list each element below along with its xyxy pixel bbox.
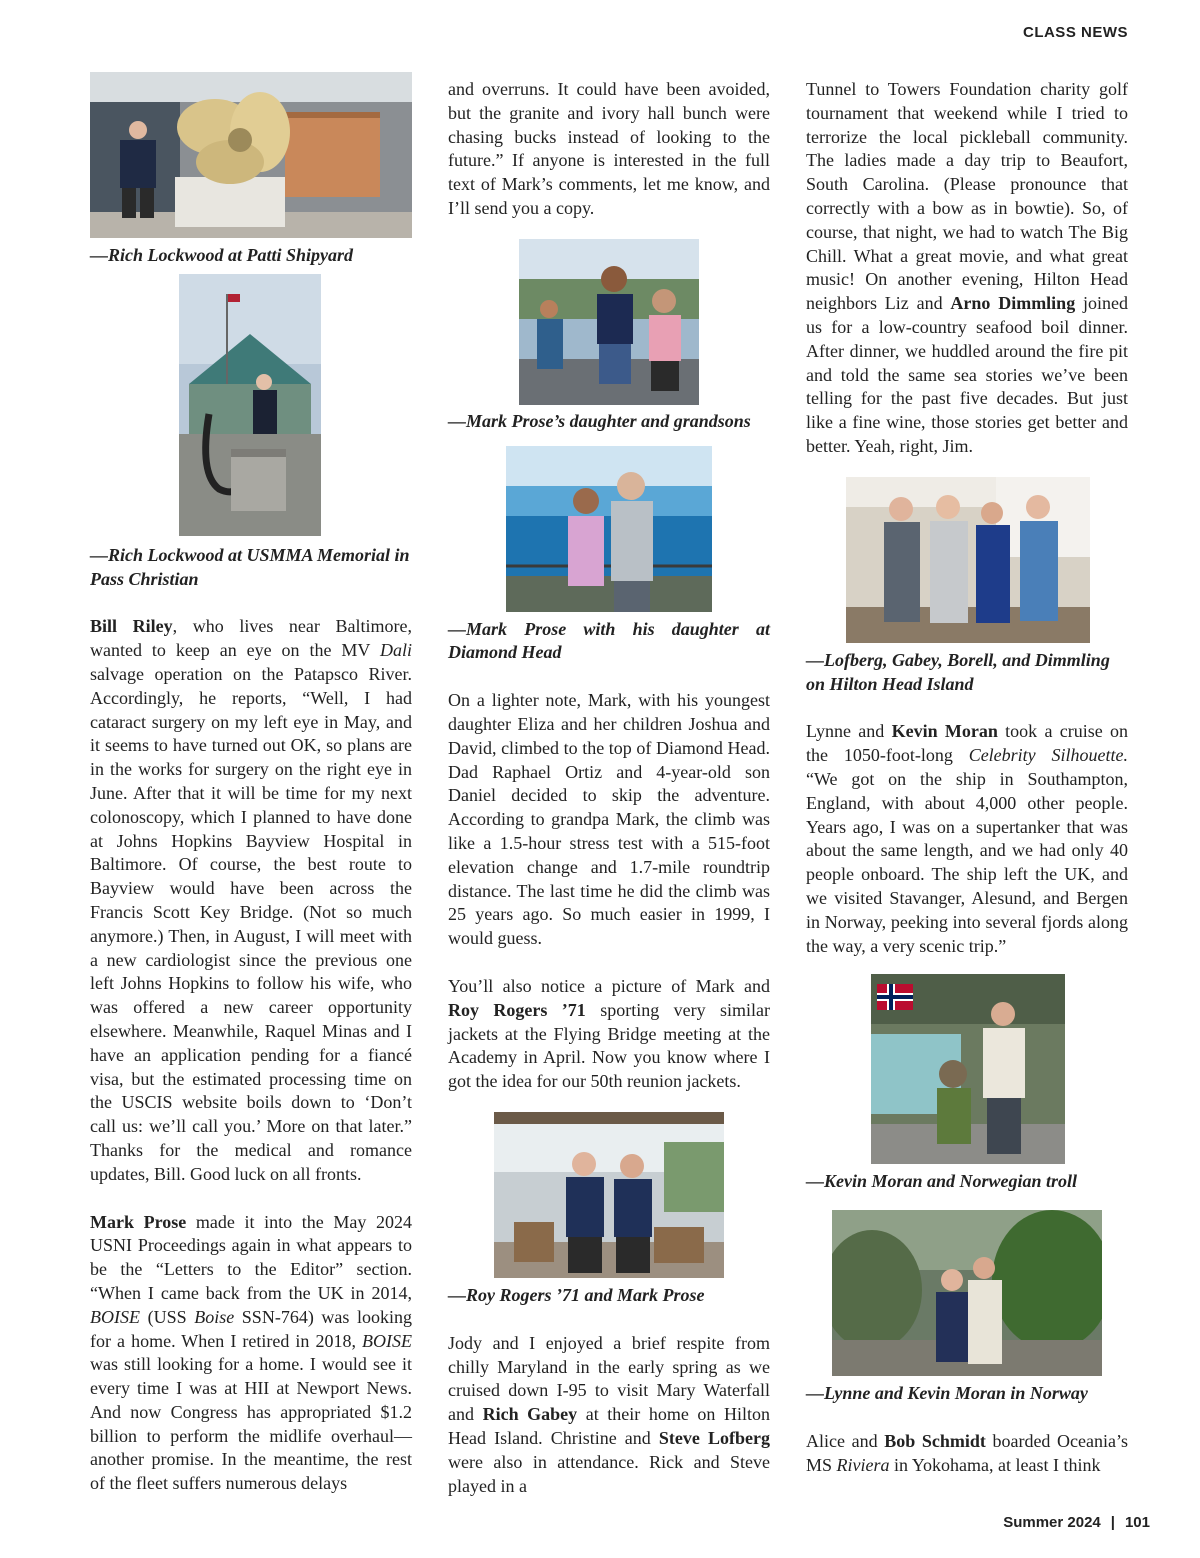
moran-name: Kevin Moran (891, 721, 998, 742)
diamond-paragraph: On a lighter note, Mark, with his youngest daughter Eliza and her children Joshua and David, climbed to the top of Diamond Head. Dad Raphael Ortiz and 4-year-old son Daniel decided to skip the adventure. According to grandpa Mark, the climb was like a 1.5-hour stress test with a 515-foot elevation change and 1.7-mile roundtrip distance. The last time he did the climb was 25 years ago. So much easier in 1999, I would guess. (448, 690, 770, 949)
photo-shipyard (90, 72, 412, 238)
prose-name: Mark Prose (90, 1211, 187, 1232)
jody-text-b: at their home on Hilton Head Island. Christine and (448, 1404, 770, 1448)
caption-hilton-head: —Lofberg, Gabey, Borell, and Dimmling on Hilton Head Island (806, 649, 1110, 694)
photo-rogers-prose (494, 1112, 724, 1278)
column-3 (806, 78, 1128, 1478)
prose-boise-2: Boise (194, 1306, 235, 1327)
page-number: 101 (1124, 1514, 1150, 1531)
prose-paragraph (90, 1211, 412, 1497)
photo-memorial (179, 274, 321, 536)
jody-text-a: Jody and I enjoyed a brief respite from chilly Maryland in the early spring as we cruised down I-95 to visit Mary Waterfall and (448, 1332, 770, 1425)
schmidt-text-b: boarded Oceania’s MS (806, 1430, 1129, 1475)
caption-shipyard: —Rich Lockwood at Patti Shipyard (90, 245, 354, 265)
caption-memorial: —Rich Lockwood at USMMA Memorial in Pass Christian (90, 544, 410, 589)
jody-paragraph (448, 1332, 770, 1499)
riley-text-b: salvage operation on the Patapsco River. Accordingly, he reports, “Well, I had cataract surgery on my left eye in May, and it seems to have turned out OK, so plans are in the works for surgery on the right eye in June. After that it will be time for my next colonoscopy, which I planned to have done at Johns Hopkins Bayview Hospital in Baltimore. Of course, the best route to Bayview would have been across the Francis Scott Key Bridge. (Not so much anymore.) Then, in August, I will meet with a new cardiologist since the previous one left Johns Hopkins to follow his wife, who was offered a new career opportunity elsewhere. Meanwhile, Raquel Minas and I have an application pending for a fiancé visa, but the estimated processing time on the USCIS website boils down to ‘Don’t call us: we’ll call you.’ More on that later.” Thanks for the medical and romance updates, Bill. Good luck on all fronts. (90, 663, 412, 1184)
schmidt-ship: Riviera (836, 1454, 890, 1475)
prose-boise-3: BOISE (362, 1330, 412, 1351)
prose-text-d: was still looking for a home. I would see it every time I was at HII at Newport News. And now Congress has appropriated $1.2 billion to perform the midlife overhaul—another promise. In the meantime, the rest of the fleet suffers numerous delays (90, 1354, 412, 1494)
hilton-text-a: Tunnel to Towers Foundation charity golf tournament that weekend while I tried to terrorize the local pickleball community. The ladies made a day trip to Beaufort, South Carolina. (Please pronounce that correctly with a bow as in bowtie). So, of course, that night, we had to watch The Big Chill. What a great movie, and what great music! On another evening, Hilton Head neighbors Liz and (806, 79, 1128, 314)
caption-diamond-head: —Mark Prose with his daughter at Diamond Head (448, 618, 770, 663)
photo-grandsons (519, 239, 699, 405)
photo-diamond-head (506, 446, 712, 612)
rogers-text-b: sporting very similar jackets at the Flying Bridge meeting at the Academy in April. Now you know where I got the idea for our 50th reunion jackets. (448, 999, 770, 1092)
schmidt-name: Bob Schmidt (884, 1430, 986, 1451)
riley-name: Bill Riley (90, 616, 173, 637)
page-footer (1003, 1514, 1150, 1531)
photo-troll (871, 974, 1065, 1164)
rogers-paragraph (448, 975, 770, 1094)
photo-norway (832, 1210, 1102, 1376)
column-2 (448, 78, 770, 1498)
riley-text-a: , who lives near Baltimore, wanted to keep an eye on the MV (90, 616, 412, 661)
prose-text-c: SSN-764) was looking for a home. When I retired in 2018, (90, 1306, 412, 1351)
moran-paragraph (806, 720, 1128, 958)
schmidt-paragraph (806, 1430, 1128, 1478)
hilton-text-b: joined us for a low-country seafood boil dinner. After dinner, we huddled around the fire pit and told the same sea stories we’ve been telling for the past five decades. But just like a fine wine, those stories get better and better. Yeah, right, Jim. (806, 293, 1129, 456)
column-1 (90, 78, 412, 1496)
caption-rogers-prose: —Roy Rogers ’71 and Mark Prose (448, 1284, 705, 1305)
moran-text-c: “We got on the ship in Southampton, England, with about 4,000 other people. Years ago, I was on a supertanker that was about the same length, and we had only 40 people onboard. The ship left the UK, and we visited Stavanger, Alesund, and Bergen in Norway, peeking into several fjords along the way, a very scenic trip.” (806, 768, 1128, 956)
hilton-arno: Arno Dimmling (950, 293, 1076, 314)
prose-boise-1: BOISE (90, 1306, 140, 1327)
moran-text-b: took a cruise on the 1050-foot-long (806, 721, 1129, 766)
moran-text-a: Lynne and (806, 721, 892, 742)
schmidt-text-c: in Yokohama, at least I think (889, 1454, 1101, 1475)
jody-steve: Steve Lofberg (658, 1427, 770, 1448)
prose-continued: and overruns. It could have been avoided, but the granite and ivory hall bunch were chasing bucks instead of looking to the future.” If anyone is interested in the full text of Mark’s comments, let me know, and I’ll send you a copy. (448, 79, 770, 218)
rogers-name: Roy Rogers ’71 (448, 999, 586, 1020)
rogers-text-a: You’ll also notice a picture of Mark and (448, 975, 770, 996)
hilton-paragraph (806, 78, 1128, 459)
jody-rich: Rich Gabey (482, 1404, 578, 1425)
prose-text-b: (USS (139, 1306, 195, 1327)
schmidt-text-a: Alice and (806, 1430, 885, 1451)
riley-paragraph (90, 615, 412, 1186)
caption-grandsons: —Mark Prose’s daughter and grandsons (448, 410, 751, 431)
jody-text-c: were also in attendance. Rick and Steve played in a (448, 1451, 770, 1496)
photo-hilton-head (846, 477, 1090, 643)
caption-troll: —Kevin Moran and Norwegian troll (806, 1171, 1078, 1192)
section-header: CLASS NEWS (1022, 24, 1128, 41)
moran-ship: Celebrity Silhouette. (968, 745, 1129, 766)
riley-ship: Dali (379, 640, 412, 661)
footer-separator: | (1110, 1514, 1115, 1531)
issue-label: Summer 2024 (1003, 1514, 1101, 1531)
prose-text-a: made it into the May 2024 USNI Proceedings again in what appears to be the “Letters to the Editor” section. “When I came back from the UK in 2014, (90, 1211, 412, 1303)
caption-norway: —Lynne and Kevin Moran in Norway (806, 1383, 1088, 1404)
